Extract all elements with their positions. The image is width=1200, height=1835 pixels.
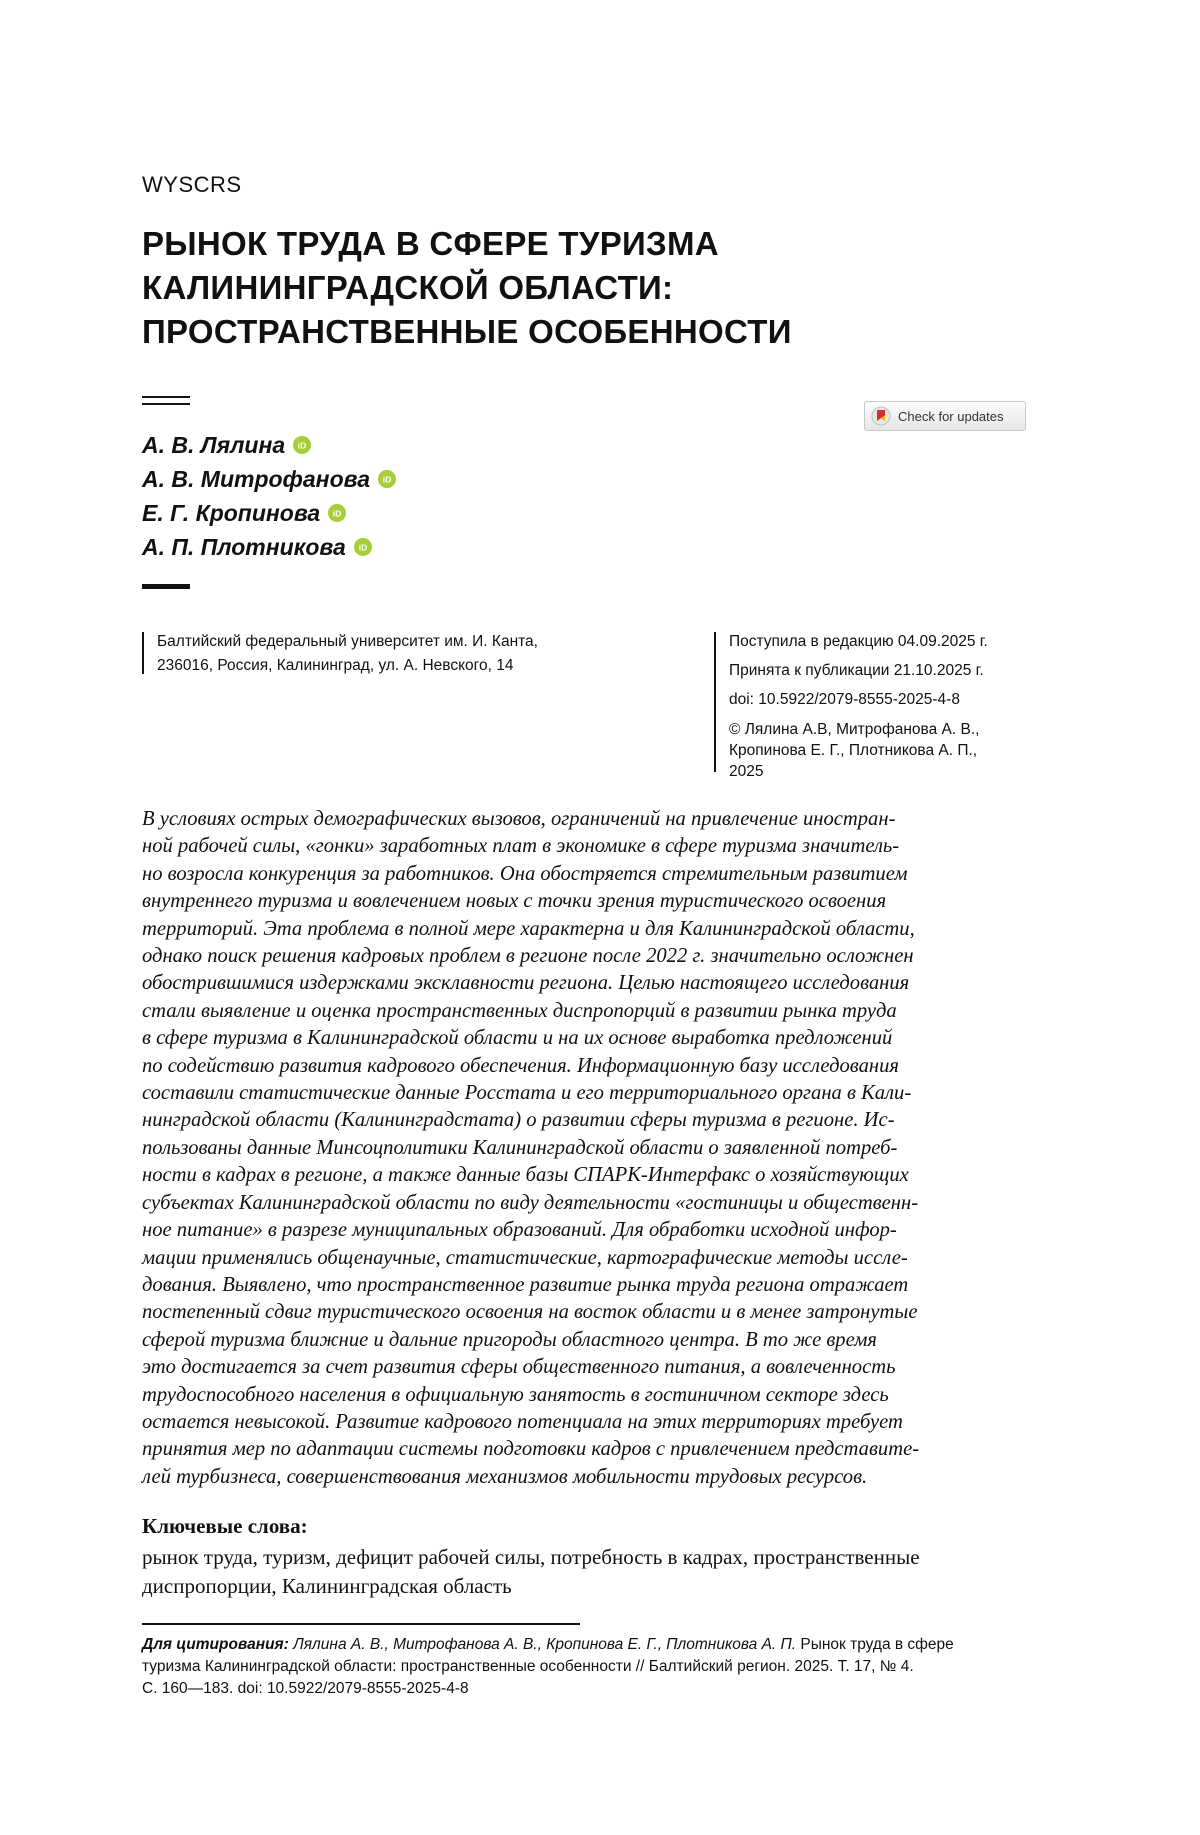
affiliation	[157, 630, 637, 678]
citation-line	[142, 1634, 1042, 1656]
abstract-line: но возросла конкуренция за работников. Она обостряется стремительным развитием	[142, 861, 1030, 888]
abstract-line: трудоспособного населения в официальную занятость в гостиничном секторе здесь	[142, 1382, 1030, 1409]
author-name: А. В. Митрофанова	[142, 462, 370, 496]
abstract	[142, 806, 1030, 1491]
abstract-line: обострившимися издержками эксклавности региона. Целью настоящего исследования	[142, 970, 1030, 997]
doi-link[interactable]: doi: 10.5922/2079-8555-2025-4-8	[729, 688, 1039, 717]
orcid-icon[interactable]	[354, 538, 372, 556]
author-name: А. В. Лялина	[142, 428, 285, 462]
citation-line: туризма Калининградской области: пространственные особенности // Балтийский регион. 2025. Т. 17, № 4.	[142, 1656, 1042, 1678]
affiliation-bar	[142, 632, 144, 674]
author-name: Е. Г. Кропинова	[142, 496, 320, 530]
abstract-line: стали выявление и оценка пространственных диспропорций в развитии рынка труда	[142, 998, 1030, 1025]
svg-text:iD: iD	[298, 441, 307, 451]
author-item	[142, 428, 396, 462]
abstract-line: мации применялись общенаучные, статистические, картографические методы иссле-	[142, 1245, 1030, 1272]
abstract-line: нинградской области (Калининградстата) о развитии сферы туризма в регионе. Ис-	[142, 1107, 1030, 1134]
affiliation-line: 236016, Россия, Калининград, ул. А. Невского, 14	[157, 654, 637, 678]
authors-rule	[142, 584, 190, 589]
keywords-line: рынок труда, туризм, дефицит рабочей силы, потребность в кадрах, пространственные	[142, 1543, 1042, 1572]
abstract-line: ной рабочей силы, «гонки» заработных плат в экономике в сфере туризма значитель-	[142, 833, 1030, 860]
check-for-updates-button[interactable]	[864, 401, 1026, 431]
abstract-line: внутреннего туризма и вовлечением новых с точки зрения туристического освоения	[142, 888, 1030, 915]
abstract-line: В условиях острых демографических вызовов, ограничений на привлечение иностран-	[142, 806, 1030, 833]
abstract-line: постепенный сдвиг туристического освоения на восток области и в менее затронутые	[142, 1299, 1030, 1326]
abstract-line: лей турбизнеса, совершенствования механизмов мобильности трудовых ресурсов.	[142, 1464, 1030, 1491]
keywords	[142, 1543, 1042, 1601]
copyright-line: 2025	[729, 761, 1039, 782]
keywords-heading: Ключевые слова:	[142, 1514, 308, 1539]
accepted-date: Принята к публикации 21.10.2025 г.	[729, 659, 1039, 688]
title-line: КАЛИНИНГРАДСКОЙ ОБЛАСТИ:	[142, 266, 1042, 310]
citation-title-start: Рынок труда в сфере	[800, 1636, 953, 1653]
abstract-line: по содействию развития кадрового обеспечения. Информационную базу исследования	[142, 1053, 1030, 1080]
svg-text:iD: iD	[333, 509, 342, 519]
citation	[142, 1634, 1042, 1700]
check-for-updates-label: Check for updates	[898, 409, 1004, 424]
abstract-line: принятия мер по адаптации системы подготовки кадров с привлечением представите-	[142, 1436, 1030, 1463]
abstract-line: остается невысокой. Развитие кадрового потенциала на этих территориях требует	[142, 1409, 1030, 1436]
citation-line: С. 160—183. doi: 10.5922/2079-8555-2025-4-8	[142, 1678, 1042, 1700]
citation-authors: Лялина А. В., Митрофанова А. В., Кропинова Е. Г., Плотникова А. П.	[293, 1636, 796, 1653]
citation-rule	[142, 1623, 580, 1625]
title-line: РЫНОК ТРУДА В СФЕРЕ ТУРИЗМА	[142, 222, 1042, 266]
received-date: Поступила в редакцию 04.09.2025 г.	[729, 630, 1039, 659]
article-title	[142, 222, 1042, 354]
abstract-line: сферой туризма ближние и дальние пригороды областного центра. В то же время	[142, 1327, 1030, 1354]
abstract-line: в сфере туризма в Калининградской области и на их основе выработка предложений	[142, 1025, 1030, 1052]
abstract-line: это достигается за счет развития сферы общественного питания, а вовлеченность	[142, 1354, 1030, 1381]
svg-text:iD: iD	[383, 475, 392, 485]
author-item	[142, 496, 396, 530]
author-item	[142, 530, 396, 564]
abstract-line: пользованы данные Минсоцполитики Калининградской области о заявленной потреб-	[142, 1135, 1030, 1162]
copyright-line: © Лялина А.В, Митрофанова А. В.,	[729, 719, 1039, 740]
abstract-line: территорий. Эта проблема в полной мере характерна и для Калининградской области,	[142, 916, 1030, 943]
title-line: ПРОСТРАНСТВЕННЫЕ ОСОБЕННОСТИ	[142, 310, 1042, 354]
section-kicker: WYSCRS	[142, 172, 242, 198]
orcid-icon[interactable]	[328, 504, 346, 522]
affiliation-line: Балтийский федеральный университет им. И. Канта,	[157, 630, 637, 654]
abstract-line: ности в кадрах в регионе, а также данные базы СПАРК-Интерфакс о хозяйствующих	[142, 1162, 1030, 1189]
abstract-line: субъектах Калининградской области по виду деятельности «гостиницы и общественн-	[142, 1190, 1030, 1217]
abstract-line: однако поиск решения кадровых проблем в регионе после 2022 г. значительно осложнен	[142, 943, 1030, 970]
abstract-line: дования. Выявлено, что пространственное развитие рынка труда региона отражает	[142, 1272, 1030, 1299]
copyright-line: Кропинова Е. Г., Плотникова А. П.,	[729, 740, 1039, 761]
article-meta	[729, 630, 1039, 782]
title-double-rule	[142, 396, 190, 405]
citation-label: Для цитирования:	[142, 1636, 289, 1653]
orcid-icon[interactable]	[293, 436, 311, 454]
svg-text:iD: iD	[359, 543, 368, 553]
abstract-line: ное питание» в разрезе муниципальных образований. Для обработки исходной инфор-	[142, 1217, 1030, 1244]
author-item	[142, 462, 396, 496]
orcid-icon[interactable]	[378, 470, 396, 488]
crossmark-icon	[871, 406, 891, 426]
author-list	[142, 428, 396, 564]
article-first-page	[0, 0, 1200, 1835]
copyright	[729, 719, 1039, 782]
meta-bar	[714, 632, 716, 772]
author-name: А. П. Плотникова	[142, 530, 346, 564]
keywords-line: диспропорции, Калининградская область	[142, 1572, 1042, 1601]
abstract-line: составили статистические данные Росстата и его территориального органа в Кали-	[142, 1080, 1030, 1107]
